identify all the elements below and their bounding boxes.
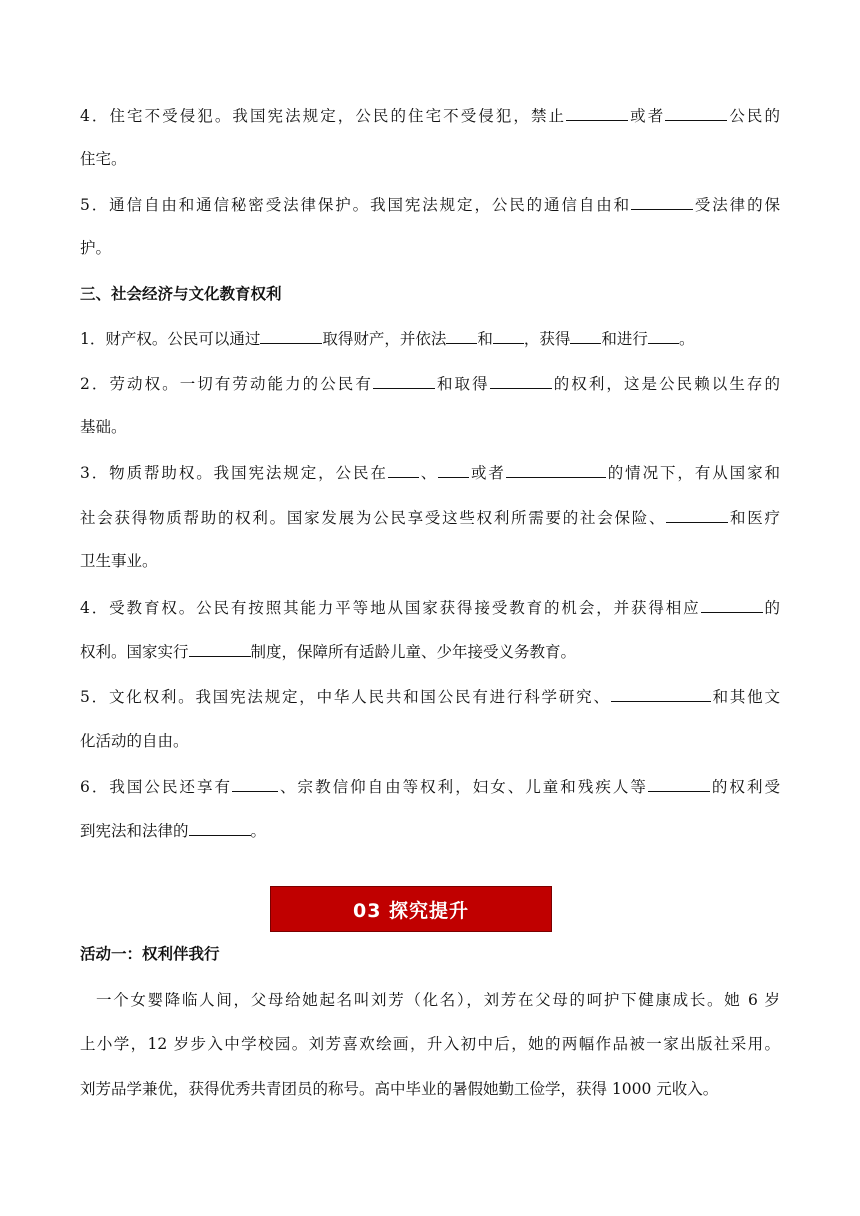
- fill-blank[interactable]: [232, 776, 278, 792]
- fill-blank[interactable]: [666, 507, 728, 523]
- item-other-rights-line1: 6．我国公民还享有 、宗教信仰自由等权利，妇女、儿童和残疾人等 的权利受: [80, 778, 780, 796]
- item-assistance-line1: 3．物质帮助权。我国宪法规定，公民在 、 或者 的情况下，有从国家和: [80, 464, 780, 482]
- fill-blank[interactable]: [373, 373, 435, 389]
- item-culture-line1: 5．文化权利。我国宪法规定，中华人民共和国公民有进行科学研究、 和其他文: [80, 688, 780, 706]
- item-communication-line1: 5．通信自由和通信秘密受法律保护。我国宪法规定，公民的通信自由和 受法律的保: [80, 196, 780, 214]
- fill-blank[interactable]: [490, 373, 552, 389]
- fill-blank[interactable]: [631, 194, 693, 210]
- item-property-line: 1．财产权。公民可以通过 取得财产，并依法 和 ，获得 和进行 。: [80, 330, 695, 348]
- activity-paragraph-line2: 上小学，12 岁步入中学校园。刘芳喜欢绘画，升入初中后，她的两幅作品被一家出版社采用。: [80, 1035, 780, 1053]
- fill-blank[interactable]: [446, 328, 477, 344]
- item-culture-line2: 化活动的自由。: [80, 732, 189, 750]
- fill-blank[interactable]: [570, 328, 601, 344]
- item-labor-line2: 基础。: [80, 418, 127, 436]
- fill-blank[interactable]: [438, 462, 469, 478]
- fill-blank[interactable]: [189, 820, 251, 836]
- activity-paragraph-line3: 刘芳品学兼优，获得优秀共青团员的称号。高中毕业的暑假她勤工俭学，获得 1000 元收入。: [80, 1080, 719, 1098]
- item-assistance-line2: 社会获得物质帮助的权利。国家发展为公民享受这些权利所需要的社会保险、 和医疗: [80, 509, 780, 527]
- fill-blank[interactable]: [701, 597, 763, 613]
- item-communication-line2: 护。: [80, 239, 112, 257]
- item-education-line2: 权利。国家实行 制度，保障所有适龄儿童、少年接受义务教育。: [80, 643, 577, 661]
- item-labor-line1: 2．劳动权。一切有劳动能力的公民有 和取得 的权利，这是公民赖以生存的: [80, 375, 780, 393]
- activity-paragraph-line1: 一个女婴降临人间，父母给她起名叫刘芳（化名），刘芳在父母的呵护下健康成长。她 6 岁: [96, 991, 780, 1009]
- fill-blank[interactable]: [506, 462, 606, 478]
- fill-blank[interactable]: [388, 462, 419, 478]
- item-residence-line1: 4．住宅不受侵犯。我国宪法规定，公民的住宅不受侵犯，禁止 或者 公民的: [80, 107, 780, 125]
- item-other-rights-line2: 到宪法和法律的 。: [80, 822, 267, 840]
- fill-blank[interactable]: [260, 328, 322, 344]
- fill-blank[interactable]: [648, 328, 679, 344]
- item-assistance-line3: 卫生事业。: [80, 552, 158, 570]
- item-education-line1: 4．受教育权。公民有按照其能力平等地从国家获得接受教育的机会，并获得相应 的: [80, 599, 780, 617]
- activity-heading: 活动一：权利伴我行: [80, 945, 220, 963]
- section-banner: [270, 886, 552, 932]
- fill-blank[interactable]: [566, 105, 628, 121]
- fill-blank[interactable]: [611, 686, 711, 702]
- fill-blank[interactable]: [493, 328, 524, 344]
- fill-blank[interactable]: [189, 641, 251, 657]
- section-heading: 三、社会经济与文化教育权利: [80, 285, 282, 303]
- fill-blank[interactable]: [648, 776, 710, 792]
- fill-blank[interactable]: [665, 105, 727, 121]
- item-residence-line2: 住宅。: [80, 150, 127, 168]
- section-banner-label: 03 探究提升: [352, 899, 470, 922]
